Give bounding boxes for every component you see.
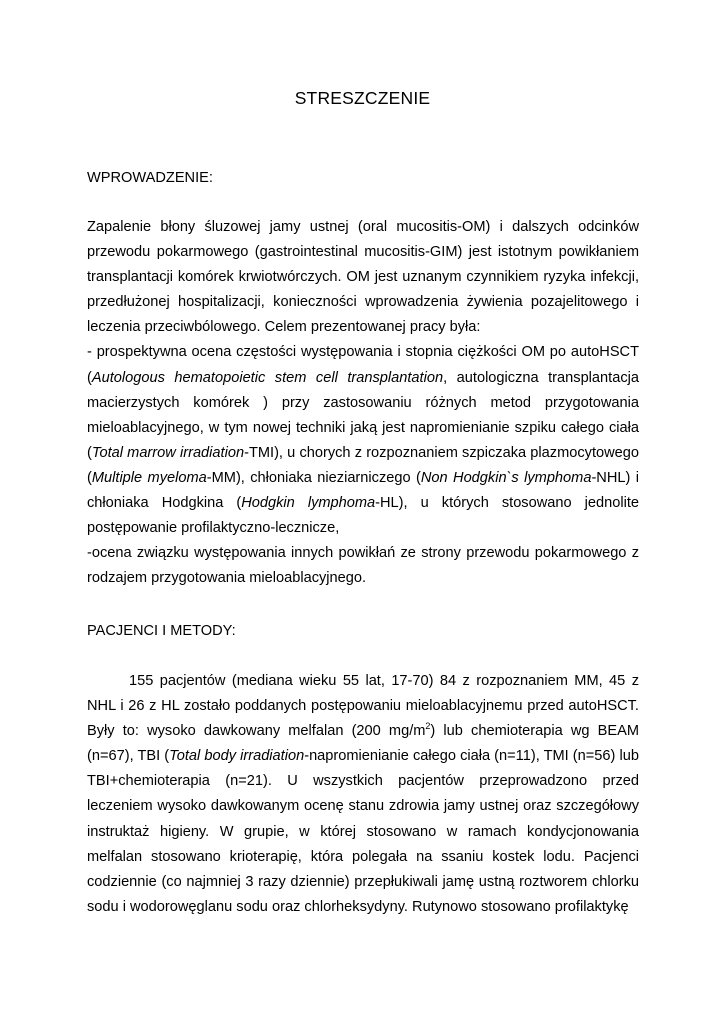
methods-block (87, 669, 639, 920)
aim-1-paragraph: - prospektywna ocena częstości występowania i stopnia ciężkości OM po autoHSCT (Autologous hematopoietic stem cell transplantation, autologiczna transplantacja macierzystych komórek ) przy zastosowaniu różnych metod przygotowania mieloablacyjnego, w tym nowej techniki jaką jest napromienianie szpiku całego ciała (Total marrow irradiation-TMI), u chorych z rozpoznaniem szpiczaka plazmocytowego (Multiple myeloma-MM), chłoniaka nieziarniczego (Non Hodgkin`s lymphoma-NHL) i chłoniaka Hodgkina (Hodgkin lymphoma-HL), u których stosowano jednolite postępowanie profilaktyczno-lecznicze, (87, 344, 640, 537)
intro-heading: WPROWADZENIE: (87, 170, 213, 186)
methods-paragraph: 155 pacjentów (mediana wieku 55 lat, 17-70) 84 z rozpoznaniem MM, 45 z NHL i 26 z HL zostało poddanych postępowaniu mieloablacyjnemu przed autoHSCT. Były to: wysoko dawkowany melfalan (200 $mg/m^2$) lub chemioterapia wg BEAM (n=67), TBI (Total body irradiation-napromienianie całego ciała (n=11), TMI (n=56) lub TBI+chemioterapia (n=21). U wszystkich pacjentów przeprowadzono przed leczeniem wysoko dawkowanym ocenę stanu zdrowia jamy ustnej oraz szczegółowy instruktaż higieny. W grupie, w której stosowano w ramach kondycjonowania melfalan stosowano krioterapię, która polegała na ssaniu kostek lodu. Pacjenci codziennie (co najmniej 3 razy dziennie) przepłukiwali jamę ustną roztworem chlorku sodu i wodorowęglanu sodu oraz chlorheksydyny. Rutynowo stosowano profilaktykę (87, 673, 639, 915)
page-title: STRESZCZENIE (294, 88, 431, 108)
aim-2-paragraph: -ocena związku występowania innych powikłań ze strony przewodu pokarmowego z rodzajem przygotowania mieloablacyjnego. (87, 545, 639, 587)
intro-paragraph: Zapalenie błony śluzowej jamy ustnej (oral mucositis-OM) i dalszych odcinków przewodu pokarmowego (gastrointestinal mucositis-GIM) jest istotnym powikłaniem transplantacji komórek krwiotwórczych. OM jest uznanym czynnikiem ryzyka infekcji, przedłużonej hospitalizacji, konieczności wprowadzenia żywienia pozajelitowego i leczenia przeciwbólowego. Celem prezentowanej pracy była: (87, 219, 639, 336)
methods-heading: PACJENCI I METODY: (87, 623, 236, 639)
intro-block (87, 215, 639, 591)
